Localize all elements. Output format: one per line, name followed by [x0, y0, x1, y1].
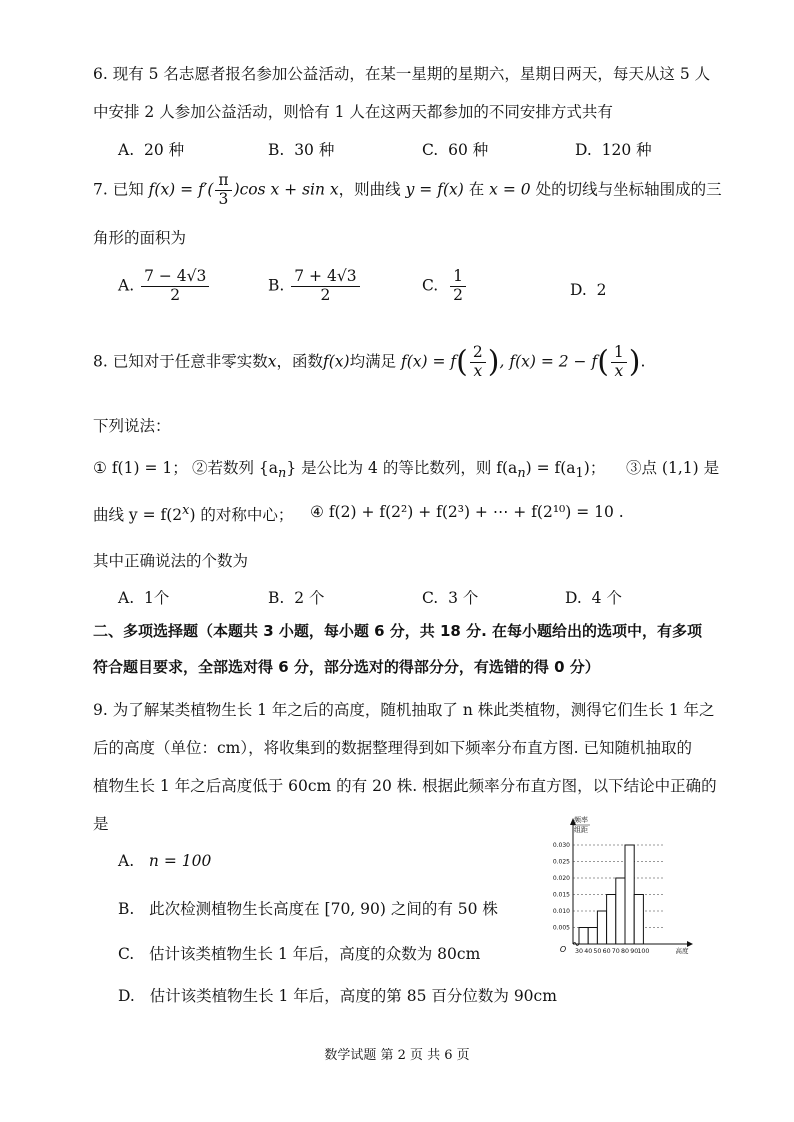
q7-option-a	[118, 268, 211, 305]
histogram-bar	[616, 878, 625, 944]
q7-function-tail: )cos x + sin x	[233, 180, 339, 199]
option-letter: D.	[565, 589, 582, 607]
fraction-denominator: 2	[453, 285, 463, 304]
fraction-numerator: 7 − 4√3	[141, 268, 209, 287]
fraction-numerator: 7 + 4√3	[291, 268, 359, 287]
paren-right: )	[628, 344, 641, 380]
fraction-denominator: 2	[320, 285, 331, 304]
q7-point: x = 0	[489, 180, 531, 199]
fraction-numerator: 1	[450, 268, 466, 287]
y-tick-label: 0.010	[552, 908, 570, 915]
q6-option-a	[118, 138, 184, 160]
option-letter: A.	[118, 276, 135, 295]
paren-left: (	[456, 344, 468, 380]
origin-label: O	[559, 945, 567, 954]
histogram-bar	[634, 895, 643, 945]
y-axis-label-top: 频率	[574, 816, 588, 824]
option-letter: C.	[422, 141, 439, 159]
frequency-histogram	[535, 812, 700, 962]
q9-option-c	[118, 942, 480, 964]
q9-line-3: 植物生长 1 年之后高度低于 60cm 的有 20 株. 根据此频率分布直方图，以下结论中正确的	[93, 777, 717, 795]
x-axis-label: 高度	[675, 947, 689, 955]
q9-line-4: 是	[93, 815, 109, 833]
q8-option-a	[118, 586, 169, 608]
y-axis-label-bottom: 组距	[574, 826, 588, 834]
q6-line-2: 中安排 2 人参加公益活动，则恰有 1 人在这两天都参加的不同安排方式共有	[93, 103, 613, 121]
s3-text: 曲线 y = f(2	[93, 506, 183, 525]
x-tick-label: 90	[630, 948, 639, 955]
option-letter: D.	[575, 141, 592, 159]
q8-statement-4: ④ f(2) + f(2²) + f(2³) + ⋯ + f(2¹⁰) = 10 .	[310, 503, 624, 521]
option-text: 120 种	[601, 141, 652, 159]
x-tick-label: 40	[584, 948, 593, 955]
option-text: 估计该类植物生长 1 年后，高度的众数为 80cm	[149, 945, 481, 963]
option-fraction	[291, 268, 359, 305]
q7-option-d	[570, 281, 607, 299]
q7-prefix: 7. 已知	[93, 180, 144, 199]
fraction-numerator: π	[215, 172, 231, 191]
q7-tail: 处的切线与坐标轴围成的三	[535, 180, 722, 199]
option-letter: A.	[118, 852, 135, 870]
paren-left: (	[597, 344, 609, 380]
q7-line-2: 角形的面积为	[93, 229, 187, 247]
option-letter: B.	[118, 900, 135, 918]
x-tick-label: 100	[637, 948, 650, 955]
q8-statement-3b	[93, 503, 293, 525]
q8-fraction-1	[470, 344, 486, 381]
option-text: 60 种	[448, 141, 489, 159]
option-text: 1个	[143, 589, 170, 607]
fraction-denominator: x	[614, 361, 624, 380]
s2-text: )；	[583, 459, 606, 477]
q7-curve: y = f(x)	[405, 180, 464, 199]
q8-var: x	[267, 352, 277, 371]
option-letter: B.	[268, 276, 285, 295]
q8-option-c	[422, 586, 478, 608]
q7-pi-fraction	[215, 172, 231, 209]
paren-right: )	[487, 344, 500, 380]
fraction-denominator: 2	[170, 285, 181, 304]
q8-option-b	[268, 586, 324, 608]
histogram-bar	[588, 928, 597, 945]
superscript: x	[182, 503, 190, 518]
s2-text: ) = f(a	[525, 459, 576, 477]
option-text: 20 种	[143, 141, 185, 159]
q8-statement-3a: ③点 (1,1) 是	[626, 459, 720, 477]
y-tick-label: 0.030	[552, 842, 570, 849]
q7-line-1	[93, 172, 722, 209]
q8-statement-2	[192, 456, 605, 481]
q8-eq1: f(x) = f	[401, 352, 457, 371]
option-text: n = 100	[148, 852, 212, 870]
option-text: 4 个	[591, 589, 622, 607]
option-letter: B.	[268, 141, 285, 159]
option-text: 2 个	[294, 589, 325, 607]
option-text: 30 种	[294, 141, 335, 159]
q6-option-d	[575, 138, 652, 160]
q7-mid2: 在	[468, 180, 485, 199]
q7-function: f(x) = f′(	[148, 180, 214, 199]
q7-option-c	[422, 268, 468, 305]
x-tick-label: 80	[620, 948, 630, 955]
q9-option-a	[118, 852, 211, 870]
s2-text: } 是公比为 4 的等比数列，则 f(a	[286, 459, 518, 477]
page-footer: 数学试题 第 2 页 共 6 页	[324, 1048, 470, 1063]
subscript: 1	[575, 466, 584, 482]
option-text: 2	[596, 281, 607, 299]
q9-line-1: 9. 为了解某类植物生长 1 年之后的高度，随机抽取了 n 株此类植物，测得它们生长 1 年之	[93, 701, 715, 719]
q8-fx: f(x)	[322, 352, 350, 371]
section-2-heading-line-2: 符合题目要求，全部选对得 6 分，部分选对的得部分分，有选错的得 0 分）	[93, 658, 600, 676]
option-fraction	[141, 268, 209, 305]
option-fraction	[450, 268, 466, 305]
option-letter: D.	[118, 987, 135, 1005]
histogram-bar	[625, 845, 634, 944]
q9-line-2: 后的高度（单位：cm），将收集到的数据整理得到如下频率分布直方图. 已知随机抽取的	[93, 739, 692, 757]
q8-prefix: 8. 已知对于任意非零实数	[93, 352, 268, 371]
option-letter: B.	[268, 589, 285, 607]
q8-mid2: 均满足	[349, 352, 397, 371]
q7-option-b	[268, 268, 362, 305]
option-letter: C.	[118, 945, 135, 963]
x-tick-label: 50	[593, 948, 602, 955]
q6-option-c	[422, 138, 488, 160]
x-tick-label: 60	[602, 948, 611, 955]
option-letter: A.	[118, 589, 135, 607]
section-2-heading-line-1: 二、多项选择题（本题共 3 小题，每小题 6 分，共 18 分. 在每小题给出的选项中，有多项	[93, 622, 703, 640]
fraction-denominator: 3	[218, 189, 229, 208]
histogram-bar	[597, 911, 606, 944]
x-tick-label: 70	[611, 948, 620, 955]
option-letter: C.	[422, 276, 439, 295]
q9-option-b	[118, 897, 498, 919]
histogram-bar	[607, 895, 616, 945]
histogram-bar	[579, 928, 588, 945]
q8-option-d	[565, 586, 622, 608]
option-text: 此次检测植物生长高度在 [70, 90) 之间的有 50 株	[149, 900, 498, 918]
option-letter: A.	[118, 141, 135, 159]
option-letter: D.	[570, 281, 587, 299]
q8-statement-1: ① f(1) = 1；	[93, 459, 188, 477]
subscript: n	[517, 466, 526, 482]
q8-mid: ，函数	[276, 352, 323, 371]
y-tick-label: 0.015	[552, 891, 570, 899]
q9-option-d	[118, 984, 557, 1006]
option-text: 估计该类植物生长 1 年后，高度的第 85 百分位数为 90cm	[149, 987, 557, 1005]
fraction-denominator: x	[473, 361, 483, 380]
fraction-numerator: 2	[470, 344, 486, 363]
fraction-numerator: 1	[611, 344, 627, 363]
q8-end: .	[640, 352, 646, 371]
q8-subhead: 下列说法：	[93, 417, 171, 435]
q6-line-1: 6. 现有 5 名志愿者报名参加公益活动，在某一星期的星期六，星期日两天，每天从这 5 人	[93, 65, 711, 83]
s2-text: ②若数列 {a	[192, 459, 279, 477]
q7-mid: ，则曲线	[338, 180, 401, 199]
y-tick-label: 0.025	[552, 858, 570, 866]
q8-eq2: , f(x) = 2 − f	[499, 352, 598, 371]
x-tick-label: 30	[574, 948, 584, 955]
subscript: n	[278, 466, 287, 482]
q8-question: 其中正确说法的个数为	[93, 552, 249, 570]
y-tick-label: 0.005	[552, 924, 570, 932]
q8-line-1	[93, 344, 645, 381]
option-text: 3 个	[448, 589, 479, 607]
q8-fraction-2	[611, 344, 627, 381]
s3-text: ) 的对称中心；	[189, 506, 294, 525]
option-letter: C.	[422, 589, 439, 607]
q6-option-b	[268, 138, 334, 160]
y-tick-label: 0.020	[552, 875, 570, 882]
